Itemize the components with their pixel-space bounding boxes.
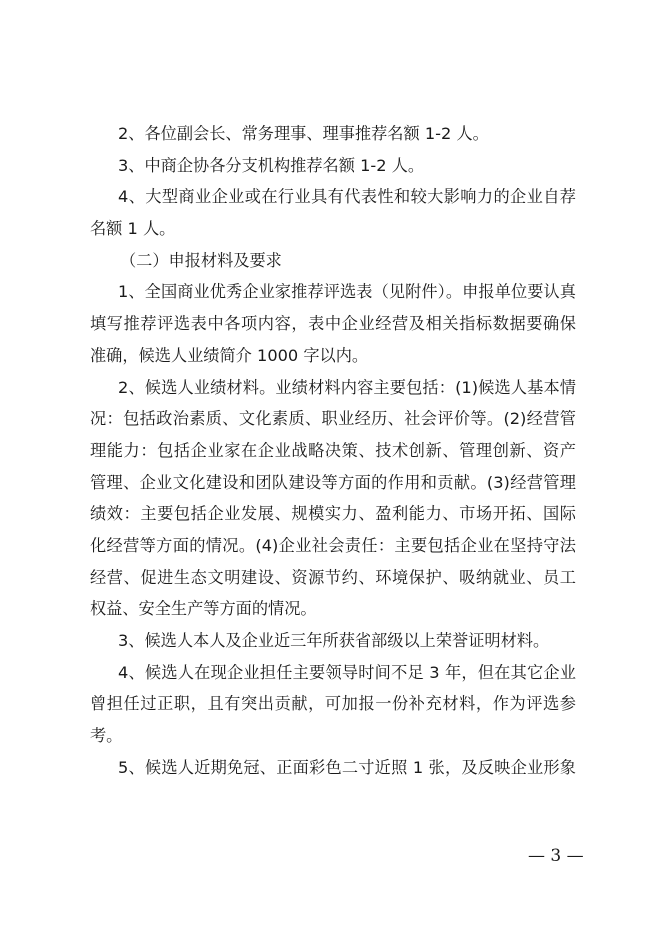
paragraph-recommend-vice-presidents — [90, 118, 576, 150]
paragraph-material-5 — [90, 752, 576, 784]
text-line: 5、候选人近期免冠、正面彩色二寸近照 1 张，及反映企业形象 — [118, 757, 576, 777]
paragraph-material-3 — [90, 625, 576, 657]
text-line: 曾担任过正职，且有突出贡献，可加报一份补充材料，作为评选参 — [90, 694, 576, 714]
text-line: 经营、促进生态文明建设、资源节约、环境保护、吸纳就业、员工 — [90, 567, 576, 587]
text-line: 况：包括政治素质、文化素质、职业经历、社会评价等。(2)经营管 — [90, 409, 576, 429]
paragraph-recommend-branches — [90, 150, 576, 182]
text-line: 理能力：包括企业家在企业战略决策、技术创新、管理创新、资产 — [90, 440, 576, 460]
section-heading — [90, 245, 576, 277]
text-line: 填写推荐评选表中各项内容，表中企业经营及相关指标数据要确保 — [90, 314, 576, 334]
text-line: 绩效：主要包括企业发展、规模实力、盈利能力、市场开拓、国际 — [90, 504, 576, 524]
text-line: 名额 1 人。 — [90, 219, 176, 239]
heading-text: （二）申报材料及要求 — [120, 250, 282, 270]
paragraph-material-4 — [90, 657, 576, 752]
paragraph-self-recommend — [90, 181, 576, 244]
document-body — [90, 118, 576, 783]
text-line: 管理、企业文化建设和团队建设等方面的作用和贡献。(3)经营管理 — [90, 472, 576, 492]
text-line: 准确，候选人业绩简介 1000 字以内。 — [90, 345, 369, 365]
text-line: 3、中商企协各分支机构推荐名额 1-2 人。 — [118, 155, 425, 175]
paragraph-material-2 — [90, 372, 576, 626]
text-line: 考。 — [90, 726, 123, 746]
text-line: 4、大型商业企业或在行业具有代表性和较大影响力的企业自荐 — [118, 187, 576, 207]
page-number: — 3 — — [528, 846, 584, 866]
text-line: 权益、安全生产等方面的情况。 — [90, 599, 317, 619]
text-line: 2、候选人业绩材料。业绩材料内容主要包括：(1)候选人基本情 — [118, 377, 576, 397]
text-line: 4、候选人在现企业担任主要领导时间不足 3 年，但在其它企业 — [118, 662, 576, 682]
text-line: 1、全国商业优秀企业家推荐评选表（见附件）。申报单位要认真 — [118, 282, 576, 302]
paragraph-material-1 — [90, 276, 576, 371]
text-line: 化经营等方面的情况。(4)企业社会责任：主要包括企业在坚持守法 — [90, 535, 576, 555]
text-line: 2、各位副会长、常务理事、理事推荐名额 1-2 人。 — [118, 124, 489, 143]
text-line: 3、候选人本人及企业近三年所获省部级以上荣誉证明材料。 — [118, 631, 550, 650]
